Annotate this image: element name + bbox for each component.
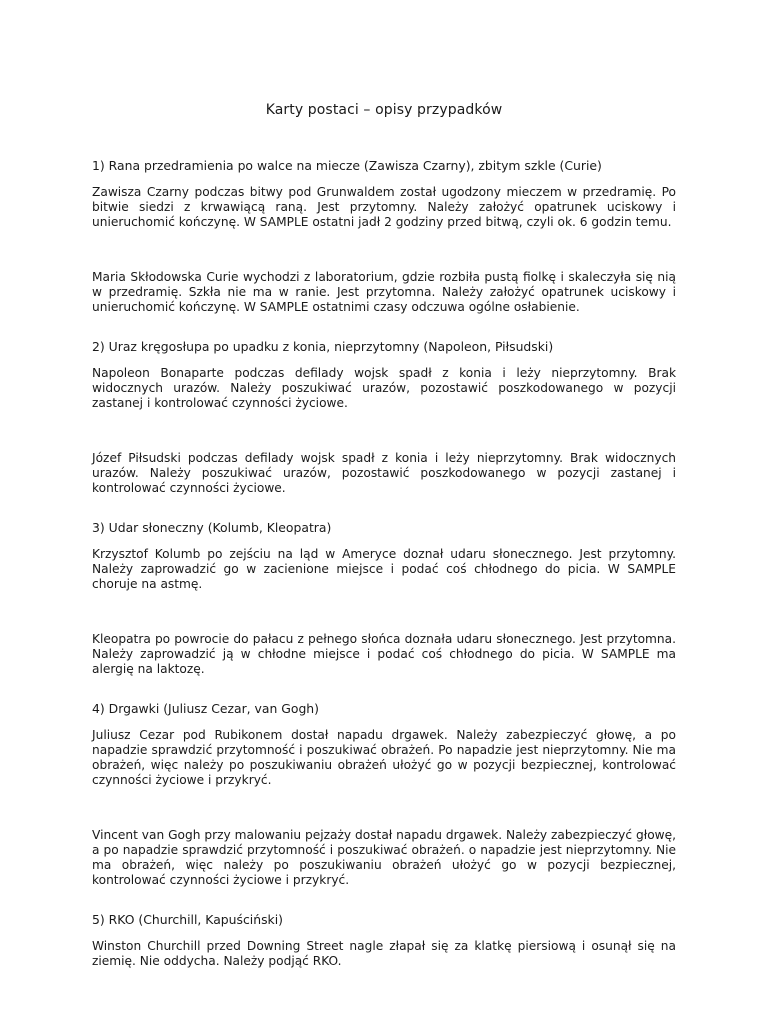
case-paragraph: Zawisza Czarny podczas bitwy pod Grunwaldem został ugodzony mieczem w przedramię. Po bitwie siedzi z krwawiącą raną. Jest przytomny. Należy założyć opatrunek uciskowy i unieruchomić kończynę. W SAMPLE ostatni jadł 2 godziny przed bitwą, czyli ok. 6 godzin temu. <box>92 185 676 229</box>
case-paragraph: Maria Skłodowska Curie wychodzi z laboratorium, gdzie rozbiła pustą fiolkę i skaleczyła się nią w przedramię. Szkła nie ma w ranie. Jest przytomna. Należy założyć opatrunek uciskowy i unieruchomić kończynę. W SAMPLE ostatnimi czasy odczuwa ogólne osłabienie. <box>92 270 676 314</box>
case-paragraph: Kleopatra po powrocie do pałacu z pełnego słońca doznała udaru słonecznego. Jest przytomna. Należy zaprowadzić ją w chłodne miejsce i podać coś chłodnego do picia. W SAMPLE ma alergię na laktozę. <box>92 632 676 676</box>
section-heading: 4) Drgawki (Juliusz Cezar, van Gogh) <box>92 701 319 716</box>
case-paragraph: Napoleon Bonaparte podczas defilady wojsk spadł z konia i leży nieprzytomny. Brak widocznych urazów. Należy poszukiwać urazów, pozostawić poszkodowanego w pozycji zastanej i kontrolować czynności życiowe. <box>92 366 676 410</box>
case-paragraph: Krzysztof Kolumb po zejściu na ląd w Ameryce doznał udaru słonecznego. Jest przytomny. Należy zaprowadzić go w zacienione miejsce i podać coś chłodnego do picia. W SAMPLE choruje na astmę. <box>92 547 676 591</box>
document-title: Karty postaci – opisy przypadków <box>265 102 503 118</box>
case-paragraph: Winston Churchill przed Downing Street nagle złapał się za klatkę piersiową i osunął się na ziemię. Nie oddycha. Należy podjąć RKO. <box>92 939 676 968</box>
section-heading: 5) RKO (Churchill, Kapuściński) <box>92 912 283 927</box>
section-heading: 2) Uraz kręgosłupa po upadku z konia, nieprzytomny (Napoleon, Piłsudski) <box>92 339 554 354</box>
section-3 <box>92 520 676 677</box>
case-paragraph: Vincent van Gogh przy malowaniu pejzaży dostał napadu drgawek. Należy zabezpieczyć głowę, a po napadzie sprawdzić przytomność i poszukiwać obrażeń. o napadzie jest nieprzytomny. Nie ma obrażeń, więc należy po poszukiwaniu obrażeń ułożyć go w pozycji bezpiecznej, kontrolować czynności życiowe i przykryć. <box>92 828 676 887</box>
section-heading: 1) Rana przedramienia po walce na miecze (Zawisza Czarny), zbitym szkle (Curie) <box>92 158 602 173</box>
case-paragraph: Józef Piłsudski podczas defilady wojsk spadł z konia i leży nieprzytomny. Brak widocznych urazów. Należy poszukiwać urazów, pozostawić poszkodowanego w pozycji zastanej i kontrolować czynności życiowe. <box>92 451 676 495</box>
section-5 <box>92 912 676 969</box>
section-2 <box>92 339 676 496</box>
section-1 <box>92 158 676 315</box>
section-heading: 3) Udar słoneczny (Kolumb, Kleopatra) <box>92 520 332 535</box>
case-paragraph: Juliusz Cezar pod Rubikonem dostał napadu drgawek. Należy zabezpieczyć głowę, a po napadzie sprawdzić przytomność i poszukiwać obrażeń. Po napadzie jest nieprzytomny. Nie ma obrażeń, więc należy po poszukiwaniu obrażeń ułożyć go w pozycji bezpiecznej, kontrolować czynności życiowe i przykryć. <box>92 728 676 787</box>
section-4 <box>92 701 676 888</box>
